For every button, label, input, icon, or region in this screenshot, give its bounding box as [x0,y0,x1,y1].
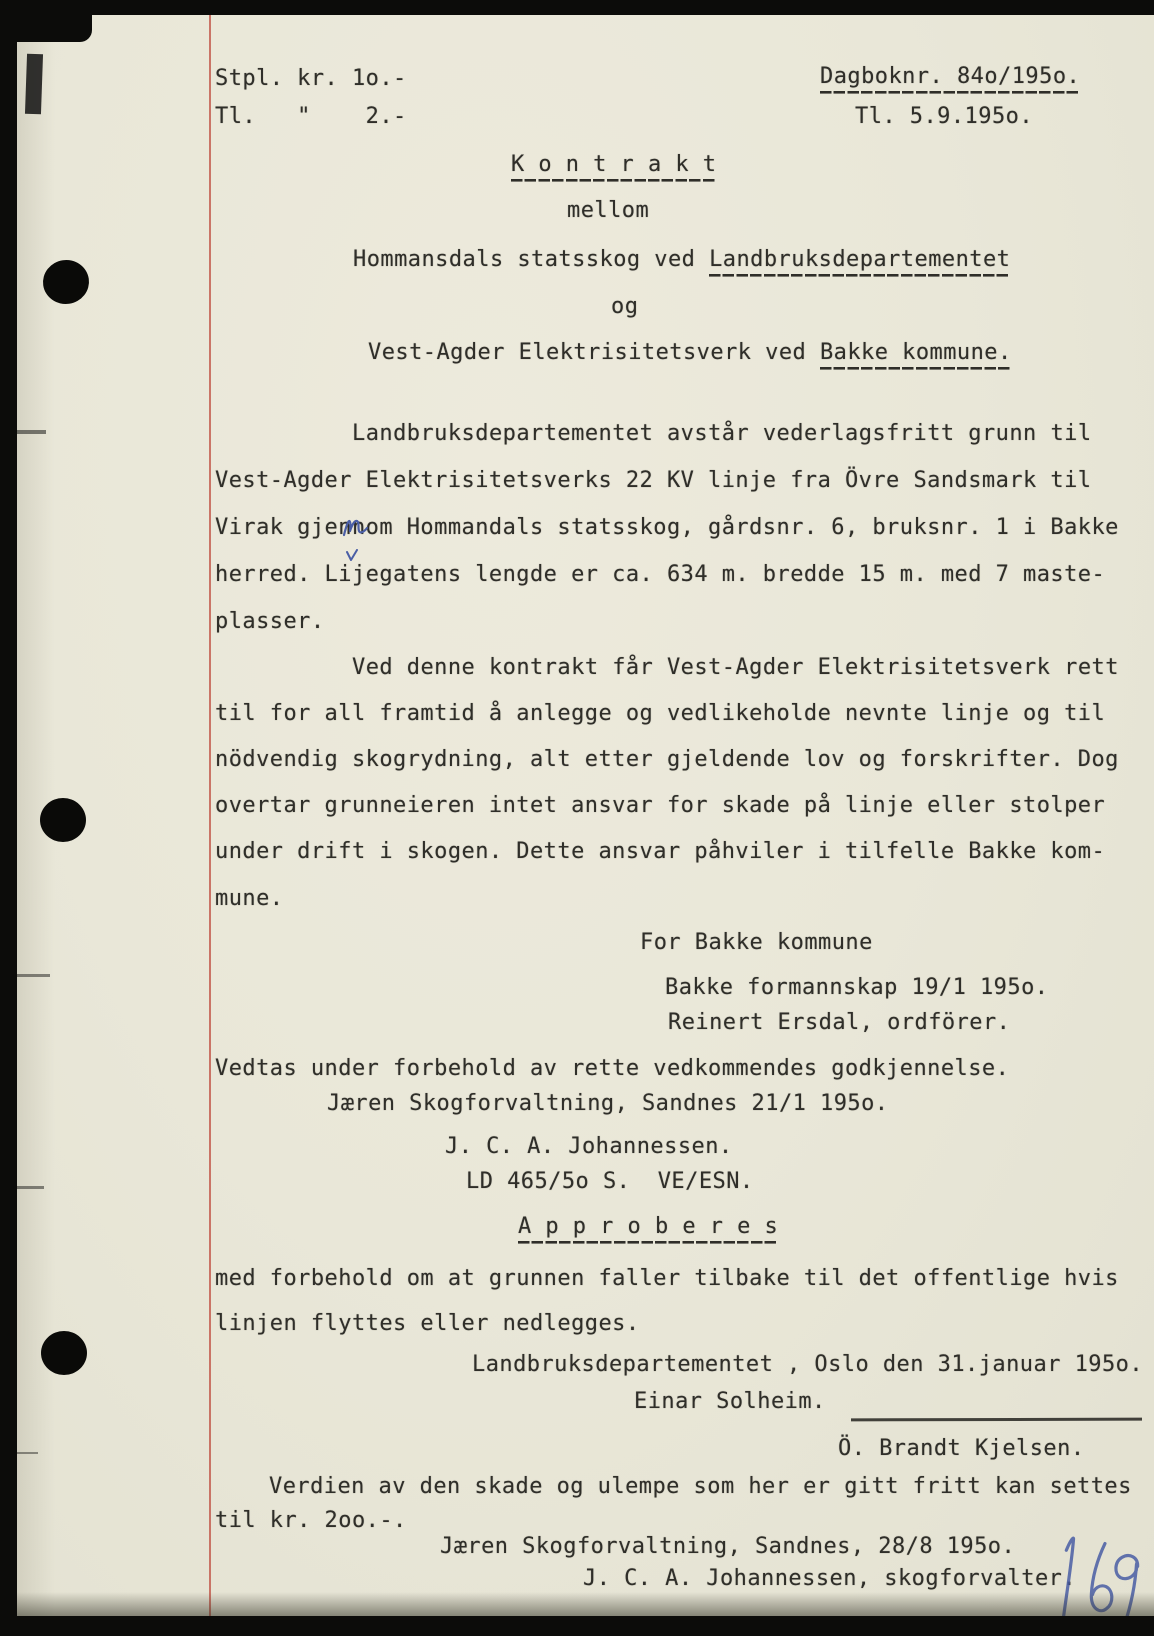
for-bakke-kommune [640,930,873,956]
formannskap-date [665,975,1048,1001]
punch-hole [41,1331,87,1375]
scan-border-left [0,0,17,1636]
conjunction [611,294,638,320]
text-run: For Bakke kommune [640,930,873,955]
text-run: Tl. 5.9.195o. [855,104,1034,129]
underlined-text: Landbruksdepartementet [709,247,1010,277]
insertion-caret-mark [345,549,359,563]
ordforer-signature [668,1010,1010,1036]
verdien-line-1 [269,1474,1132,1500]
text-run: Bakke formannskap 19/1 195o. [665,975,1049,1000]
body-line [215,886,283,912]
text-run: Jæren Skogforvaltning, Sandnes, 28/8 195o. [440,1534,1016,1559]
journal-date [855,104,1033,130]
stamp-line-1 [215,66,407,92]
text-run: og [611,294,639,319]
skogforvaltning-line-1 [327,1091,889,1117]
text-run: Vest-Agder Elektrisitetsverk ved [368,340,820,365]
solheim-signature [634,1389,826,1415]
text-run: Reinert Ersdal, ordförer. [668,1010,1011,1035]
approberes-body-1 [215,1266,1119,1292]
text-run: Stpl. kr. 1o.- [215,66,407,91]
underlined-text: K o n t r a k t [511,152,716,182]
johannessen-signature-2 [583,1566,1076,1592]
text-run: overtar grunneieren intet ansvar for skade på linje eller stolper [215,793,1106,818]
text-run: LD 465/5o S. VE/ESN. [466,1169,754,1194]
body-line [215,562,1105,588]
punch-hole [40,798,86,842]
ld-reference [466,1169,754,1195]
text-run: mune. [215,886,284,911]
scan-bottom-shadow [15,1592,1154,1616]
approberes-heading [518,1214,778,1240]
text-run: J. C. A. Johannessen. [445,1134,733,1159]
text-run: Ö. Brandt Kjelsen. [838,1436,1085,1461]
text-run: Virak gjennom Hommandals statsskog, gårdsnr. 6, bruksnr. 1 i Bakke [215,515,1119,540]
contract-title [511,152,716,178]
text-run: til kr. 2oo.-. [215,1508,407,1533]
skogforvaltning-line-2 [440,1534,1015,1560]
body-line [215,701,1105,727]
scan-artifact [25,54,43,115]
margin-line [209,13,211,1616]
text-run: Vedtas under forbehold av rette vedkommendes godkjennelse. [215,1056,1010,1081]
text-run: Hommansdals statsskog ved [353,247,710,272]
body-line [215,747,1119,773]
text-run: plasser. [215,609,325,634]
party-2 [368,340,1012,366]
handwritten-insertion-n [340,514,370,540]
text-run: Vest-Agder Elektrisitetsverks 22 KV linje fra Övre Sandsmark til [215,468,1092,493]
text-run: under drift i skogen. Dette ansvar påhviler i tilfelle Bakke kom- [215,839,1106,864]
text-run: J. C. A. Johannessen, skogforvalter. [583,1566,1077,1591]
body-line [215,793,1105,819]
landbruksdep-date-line [472,1352,1143,1378]
verdien-line-2 [215,1508,407,1534]
body-line [215,468,1092,494]
scan-border-top [0,0,1154,15]
text-run: mellom [567,198,650,223]
text-run: Landbruksdepartementet , Oslo den 31.januar 195o. [472,1352,1144,1377]
scan-border-bottom [0,1616,1154,1636]
text-run: Einar Solheim. [634,1389,826,1414]
body-line [352,655,1119,681]
body-line [215,839,1105,865]
text-run: Jæren Skogforvaltning, Sandnes 21/1 195o. [327,1091,889,1116]
text-run: til for all framtid å anlegge og vedlikeholde nevnte linje og til [215,701,1106,726]
text-run: linjen flyttes eller nedlegges. [215,1311,640,1336]
johannessen-signature-1 [445,1134,733,1160]
text-run: Tl. " 2.- [215,104,407,129]
underlined-text: Dagboknr. 84o/195o. [820,64,1080,94]
underlined-text: A p p r o b e r e s [518,1214,778,1244]
body-line [215,609,325,635]
body-line [352,421,1092,447]
text-run: nödvendig skogrydning, alt etter gjeldende lov og forskrifter. Dog [215,747,1119,772]
underlined-text: Bakke kommune. [820,340,1012,370]
between-label [567,198,649,224]
approberes-body-2 [215,1311,640,1337]
vedtas-line [215,1056,1009,1082]
text-run: Verdien av den skade og ulempe som her er gitt fritt kan settes [269,1474,1132,1499]
party-1 [353,247,1010,273]
text-run: med forbehold om at grunnen faller tilbake til det offentlige hvis [215,1266,1119,1291]
text-run: herred. Lijegatens lengde er ca. 634 m. bredde 15 m. med 7 maste- [215,562,1106,587]
stamp-line-2 [215,104,407,130]
journal-number [820,64,1080,90]
kjelsen-signature [838,1436,1085,1462]
text-run: Ved denne kontrakt får Vest-Agder Elektrisitetsverk rett [352,655,1119,680]
text-run: Landbruksdepartementet avstår vederlagsfritt grunn til [352,421,1092,446]
